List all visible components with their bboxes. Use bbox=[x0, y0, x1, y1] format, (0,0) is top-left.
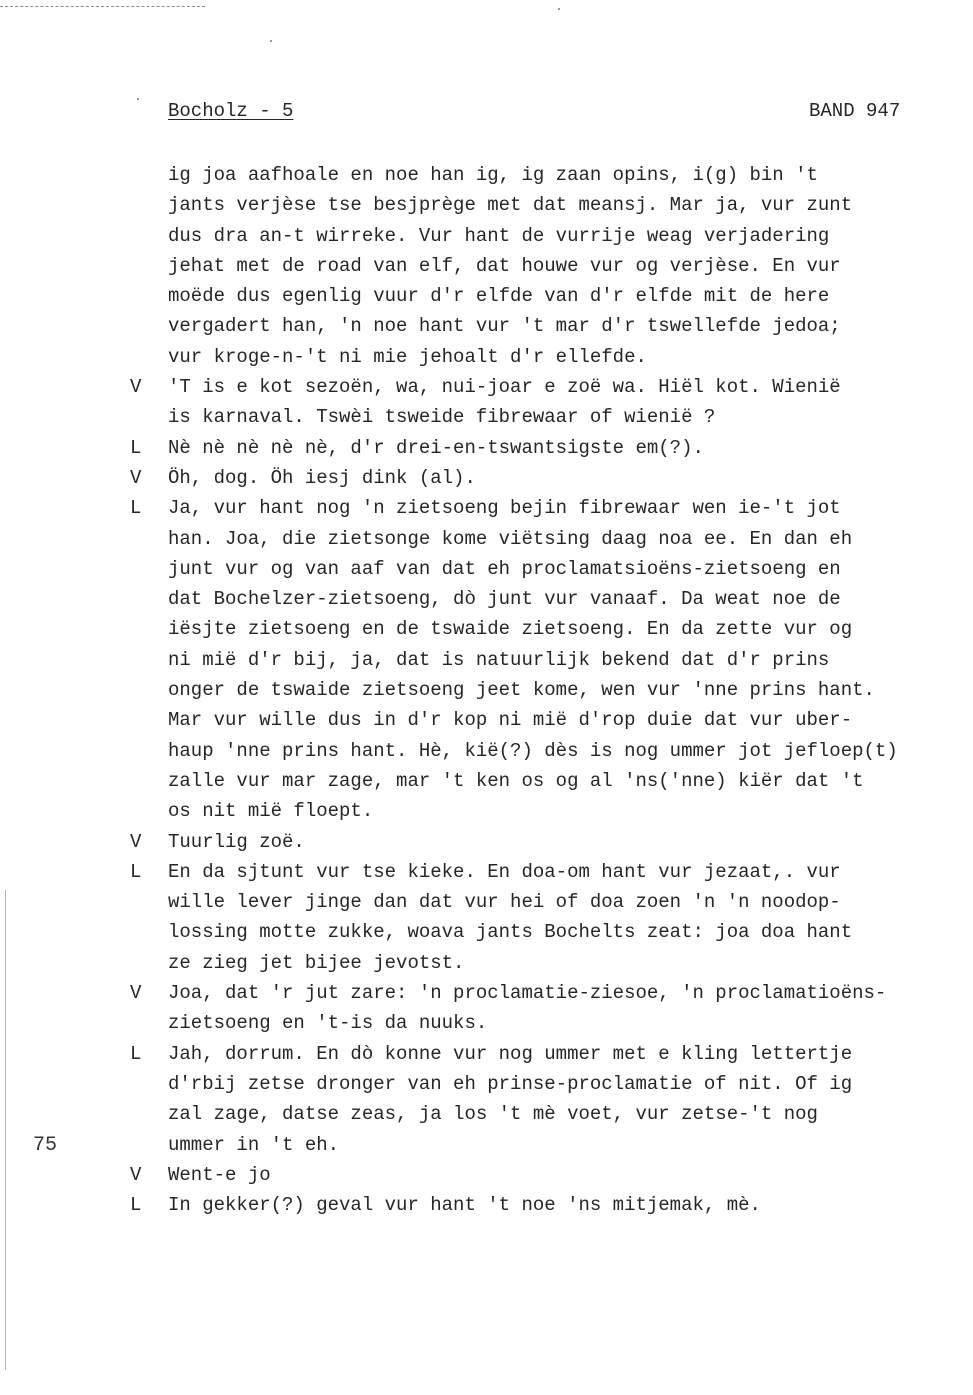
transcript-line bbox=[0, 1069, 973, 1099]
transcript-line bbox=[0, 554, 973, 584]
line-text: lossing motte zukke, woava jants Bochelts zeat: joa doa hant bbox=[168, 921, 853, 944]
transcript-line bbox=[0, 1190, 973, 1220]
line-text: onger de tswaide zietsoeng jeet kome, wen vur 'nne prins hant. bbox=[168, 679, 875, 702]
line-text: 'T is e kot sezoën, wa, nui-joar e zoë wa. Hiël kot. Wienië bbox=[168, 376, 841, 399]
line-text: vergadert han, 'n noe hant vur 't mar d'r tswellefde jedoa; bbox=[168, 315, 841, 338]
transcript-line bbox=[0, 1099, 973, 1129]
transcript-line bbox=[0, 463, 973, 493]
speaker-label: V bbox=[130, 376, 142, 399]
transcript-line bbox=[0, 917, 973, 947]
line-text: ze zieg jet bijee jevotst. bbox=[168, 951, 465, 974]
transcript-line bbox=[0, 645, 973, 675]
line-text: dat Bochelzer-zietsoeng, dò junt vur vanaaf. Da weat noe de bbox=[168, 588, 841, 611]
line-text: han. Joa, die zietsonge kome viëtsing daag noa ee. En dan eh bbox=[168, 527, 853, 550]
line-text: iësjte zietsoeng en de tswaide zietsoeng. En da zette vur og bbox=[168, 618, 853, 641]
line-text: jants verjèse tse besjprège met dat meansj. Mar ja, vur zunt bbox=[168, 194, 853, 217]
line-text: Mar vur wille dus in d'r kop ni mië d'rop duie dat vur uber- bbox=[168, 709, 853, 732]
line-text: d'rbij zetse dronger van eh prinse-proclamatie of nit. Of ig bbox=[168, 1072, 853, 1095]
line-text: Nè nè nè nè nè, d'r drei-en-tswantsigste em(?). bbox=[168, 436, 704, 459]
line-text: os nit mië floept. bbox=[168, 800, 374, 823]
transcript-line bbox=[0, 1008, 973, 1038]
transcript-line bbox=[0, 402, 973, 432]
speaker-label: L bbox=[130, 436, 142, 459]
band-number: BAND 947 bbox=[809, 100, 901, 122]
scan-speck bbox=[558, 8, 560, 10]
transcript-line bbox=[0, 584, 973, 614]
transcript-line bbox=[0, 524, 973, 554]
transcript-line bbox=[0, 705, 973, 735]
line-text: ummer in 't eh. bbox=[168, 1133, 340, 1156]
speaker-label: L bbox=[130, 860, 142, 883]
transcript-line bbox=[0, 1130, 973, 1160]
transcript-line bbox=[0, 160, 973, 190]
line-text: In gekker(?) geval vur hant 't noe 'ns mitjemak, mè. bbox=[168, 1194, 761, 1217]
line-text: Ja, vur hant nog 'n zietsoeng bejin fibrewaar wen ie-'t jot bbox=[168, 497, 841, 520]
line-text: wille lever jinge dan dat vur hei of doa zoen 'n 'n noodop- bbox=[168, 891, 841, 914]
speaker-label: V bbox=[130, 466, 142, 489]
line-text: zietsoeng en 't-is da nuuks. bbox=[168, 1012, 488, 1035]
scan-speck bbox=[270, 40, 272, 42]
speaker-label: L bbox=[130, 1194, 142, 1217]
speaker-label: V bbox=[130, 1163, 142, 1186]
line-text: dus dra an-t wirreke. Vur hant de vurrije weag verjadering bbox=[168, 224, 830, 247]
line-text: Öh, dog. Öh iesj dink (al). bbox=[168, 466, 476, 489]
speaker-label: V bbox=[130, 982, 142, 1005]
transcript-line bbox=[0, 766, 973, 796]
transcript-line bbox=[0, 311, 973, 341]
transcript-line bbox=[0, 493, 973, 523]
line-text: moëde dus egenlig vuur d'r elfde van d'r elfde mit de here bbox=[168, 285, 830, 308]
line-text: ig joa aafhoale en noe han ig, ig zaan opins, i(g) bin 't bbox=[168, 164, 818, 186]
transcript-line bbox=[0, 614, 973, 644]
line-text: Jah, dorrum. En dò konne vur nog ummer met e kling lettertje bbox=[168, 1042, 853, 1065]
transcript-line bbox=[0, 827, 973, 857]
line-text: Joa, dat 'r jut zare: 'n proclamatie-ziesoe, 'n proclamatioëns- bbox=[168, 982, 887, 1005]
line-text: zalle vur mar zage, mar 't ken os og al 'ns('nne) kiër dat 't bbox=[168, 769, 864, 792]
transcript-line bbox=[0, 433, 973, 463]
transcript-line bbox=[0, 281, 973, 311]
transcript-line bbox=[0, 736, 973, 766]
line-text: ni mië d'r bij, ja, dat is natuurlijk bekend dat d'r prins bbox=[168, 648, 830, 671]
transcript-line bbox=[0, 675, 973, 705]
margin-number: 75 bbox=[33, 1134, 58, 1157]
transcript-line bbox=[0, 372, 973, 402]
margin-rule bbox=[5, 890, 6, 1370]
speaker-label: L bbox=[130, 1042, 142, 1065]
line-text: vur kroge-n-'t ni mie jehoalt d'r ellefde. bbox=[168, 345, 647, 368]
top-scan-rule bbox=[0, 6, 205, 7]
transcript-line bbox=[0, 887, 973, 917]
line-text: junt vur og van aaf van dat eh proclamatsioëns-zietsoeng en bbox=[168, 557, 841, 580]
line-text: zal zage, datse zeas, ja los 't mè voet, vur zetse-'t nog bbox=[168, 1103, 818, 1126]
transcript-line bbox=[0, 948, 973, 978]
transcript-line bbox=[0, 221, 973, 251]
transcript-line bbox=[0, 1039, 973, 1069]
line-text: Tuurlig zoë. bbox=[168, 830, 305, 853]
page-title: Bocholz - 5 bbox=[168, 100, 294, 122]
line-text: haup 'nne prins hant. Hè, kië(?) dès is nog ummer jot jefloep(t) bbox=[168, 739, 898, 762]
transcript-line bbox=[0, 251, 973, 281]
scan-speck bbox=[137, 98, 139, 100]
line-text: En da sjtunt vur tse kieke. En doa-om hant vur jezaat,. vur bbox=[168, 860, 841, 883]
transcript-line bbox=[0, 342, 973, 372]
line-text: is karnaval. Tswèi tsweide fibrewaar of wienië ? bbox=[168, 406, 716, 429]
transcript-line bbox=[0, 190, 973, 220]
speaker-label: L bbox=[130, 497, 142, 520]
transcript-line bbox=[0, 796, 973, 826]
line-text: Went-e jo bbox=[168, 1163, 271, 1186]
transcript-line bbox=[0, 978, 973, 1008]
transcript-body bbox=[0, 160, 973, 1220]
speaker-label: V bbox=[130, 830, 142, 853]
line-text: jehat met de road van elf, dat houwe vur og verjèse. En vur bbox=[168, 254, 841, 277]
transcript-line bbox=[0, 857, 973, 887]
transcript-line bbox=[0, 1160, 973, 1190]
